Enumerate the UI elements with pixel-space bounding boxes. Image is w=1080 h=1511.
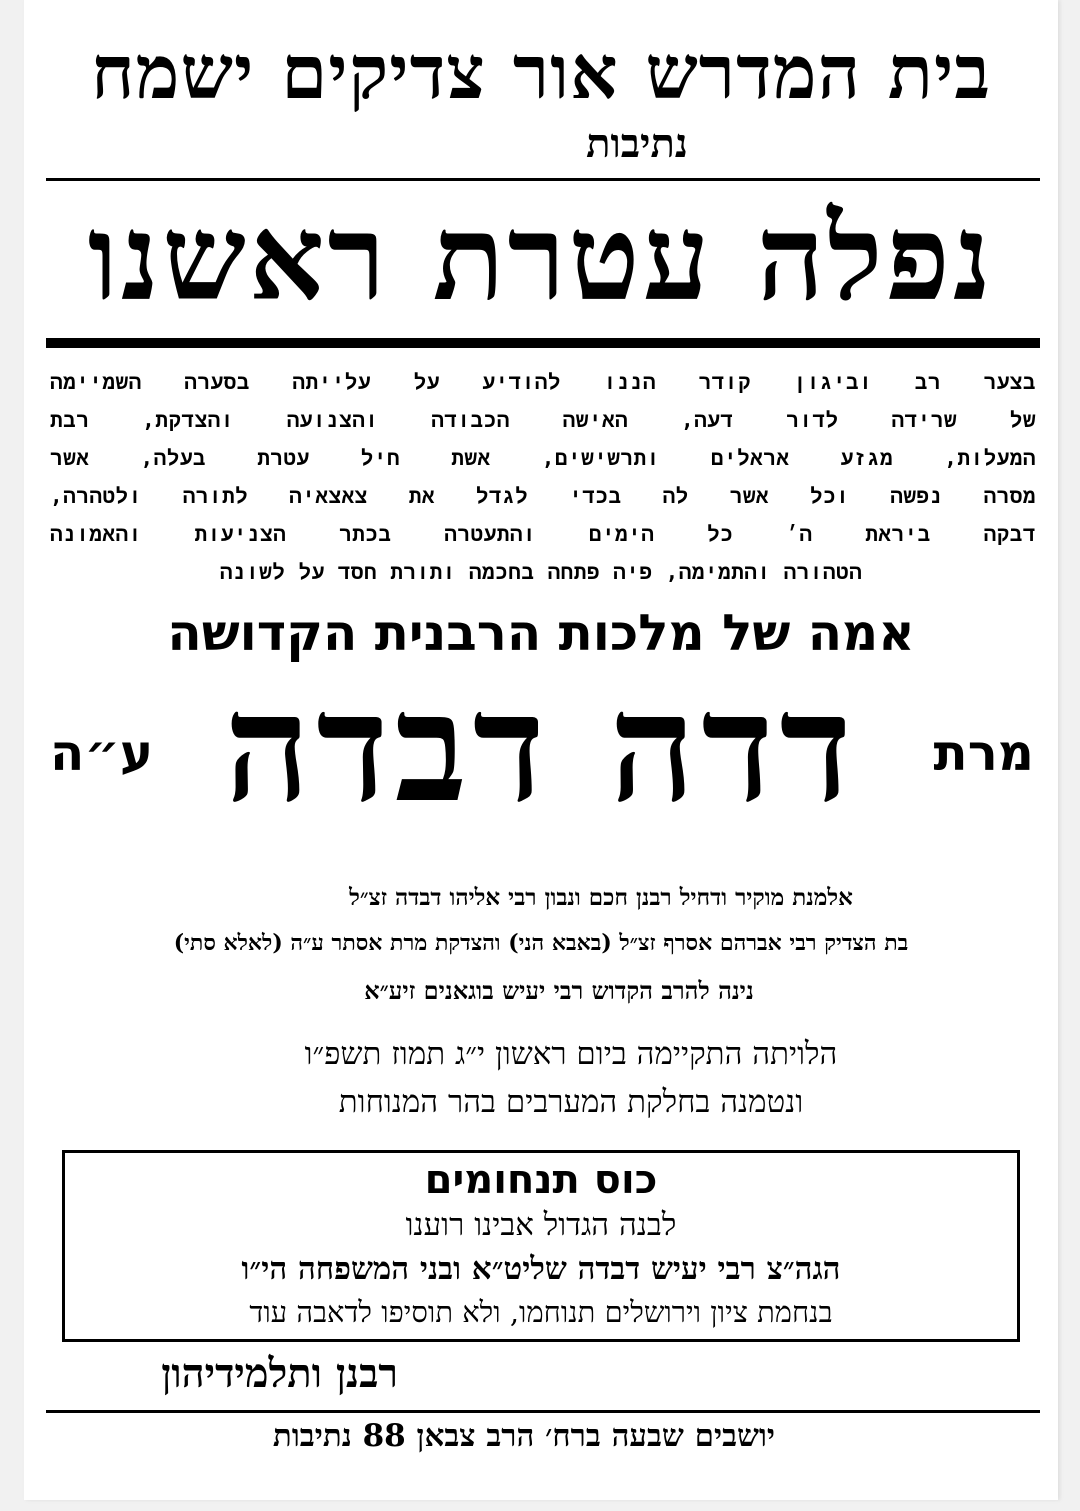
signature: רבנן ותלמידיהון <box>161 1350 398 1397</box>
granddaughter-line: נינה להרב הקדוש רבי יעיש בוגאנים זיע״א <box>364 976 754 1005</box>
intro-line: בצער רב וביגון קודר הננו להודיע על עלייתה בסערה השמיימה <box>50 370 1036 394</box>
top-divider <box>46 178 1040 181</box>
burial-line: ונטמנה בחלקת המערבים בהר המנוחות <box>338 1084 804 1120</box>
deceased-name: דדה דבדה <box>224 660 858 836</box>
institution-city: נתיבות <box>586 120 688 167</box>
widow-of-line: אלמנת מוקיר ודחיל רבנן חכם ונבון רבי אליהו דבדה זצ״ל <box>349 884 853 911</box>
condolence-blessing: בנחמת ציון וירושלים תנוחמו, ולא תוסיפו לדאבה עוד <box>249 1295 833 1329</box>
condolence-title: כוס תנחומים <box>424 1157 658 1203</box>
intro-line: של שרידה לדור דעה, האישה הכבודה והצנועה והצדקת, רבת <box>50 408 1036 432</box>
headline: נפלה עטרת ראשנו <box>87 188 995 327</box>
intro-line: דבקה ביראת ה׳ כל הימים והתעטרה בכתר הצניעות והאמונה <box>50 522 1036 546</box>
intro-line: הטהורה והתמימה, פיה פתחה בחכמה ותורת חסד על לשונה <box>219 560 863 584</box>
name-prefix: מרת <box>933 724 1034 782</box>
headline-underline <box>46 338 1040 348</box>
condolence-recipient: לבנה הגדול אבינו רוענו <box>405 1207 677 1243</box>
intro-line: המעלות, מגזע אראלים ותרשישים, אשת חיל עטרת בעלה, אשר <box>50 446 1036 470</box>
intro-line: מסרה נפשה וכל אשר לה בכדי לגדל את צאצאיה לתורה ולטהרה, <box>50 484 1036 508</box>
shiva-address: יושבים שבעה ברח׳ הרב צבאן 88 נתיבות <box>272 1418 776 1454</box>
bottom-divider <box>46 1410 1040 1413</box>
name-suffix: ע״ה <box>50 724 154 782</box>
institution-title: בית המדרש אור צדיקים ישמח <box>90 30 992 116</box>
funeral-line: הלויתה התקיימה ביום ראשון י״ג תמוז תשפ״ו <box>304 1036 838 1072</box>
condolence-rabbi-line: הגה״צ רבי יעיש דבדה שליט״א ובני המשפחה הי״ו <box>241 1251 841 1287</box>
condolence-box <box>62 1150 1020 1342</box>
daughter-of-line: בת הצדיק רבי אברהם אסרף זצ״ל (באבא הני) והצדקת מרת אסתר ע״ה (לאלא סתי) <box>173 930 909 956</box>
mother-line: אמה של מלכות הרבנית הקדושה <box>167 604 915 662</box>
memorial-notice-page <box>24 0 1058 1500</box>
